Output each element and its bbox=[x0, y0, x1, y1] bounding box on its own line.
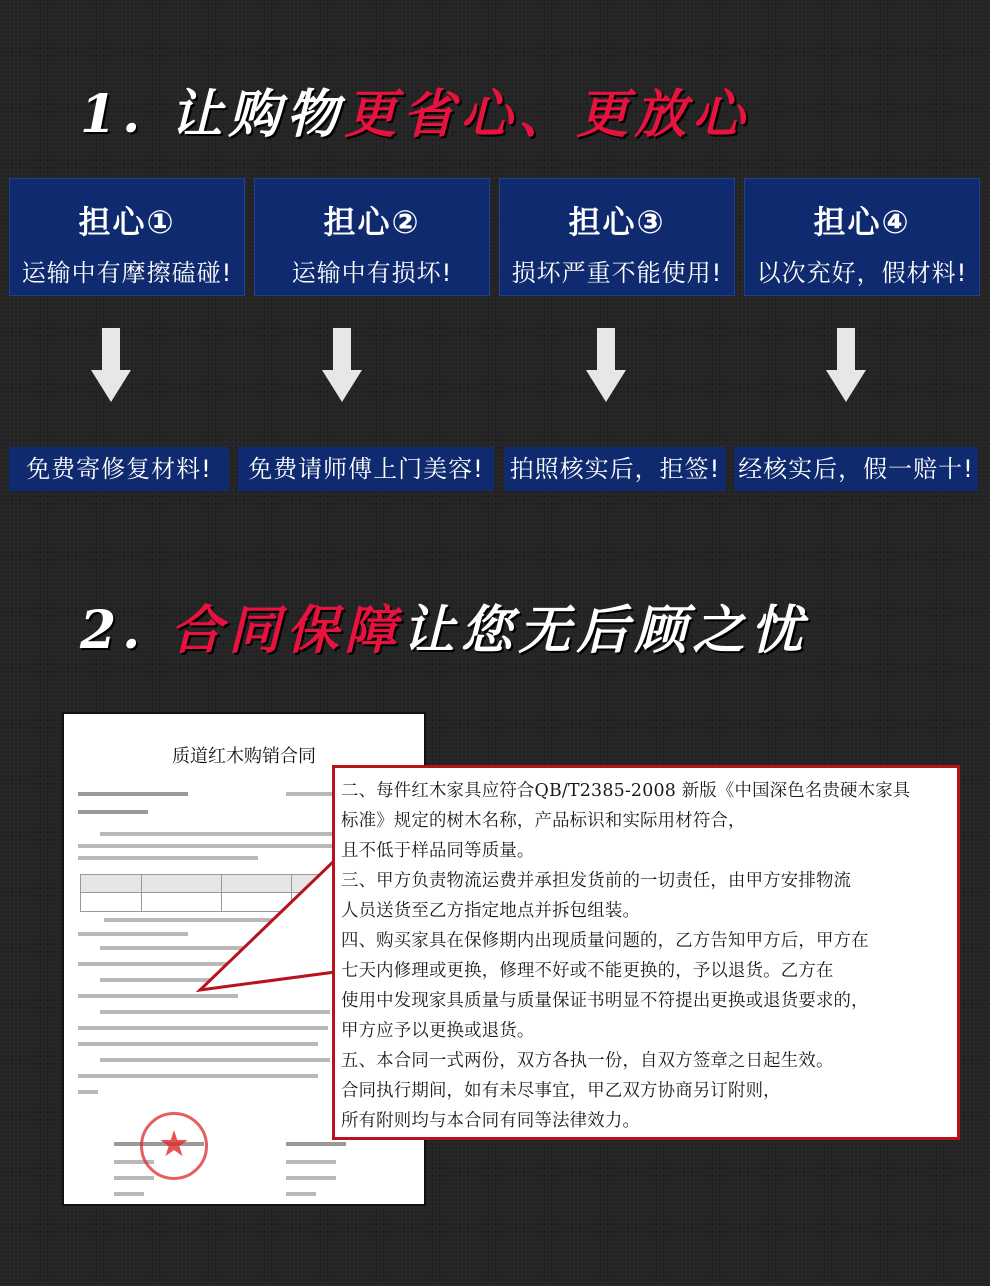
concern-text: 以次充好，假材料! bbox=[756, 259, 968, 287]
section2-number: 2. bbox=[80, 600, 147, 661]
section1-red-text: 更省心、更放心 bbox=[344, 84, 751, 145]
callout-line: 二、每件红木家具应符合QB/T2385-2008 新版《中国深色名贵硬木家具 bbox=[341, 781, 911, 801]
concern-title: 担心④ bbox=[813, 203, 911, 241]
concern-title: 担心③ bbox=[568, 203, 666, 241]
callout-line: 使用中发现家具质量与质量保证书明显不符提出更换或退货要求的， bbox=[341, 991, 869, 1011]
callout-pointer bbox=[190, 860, 340, 1000]
solution-bar-2: 免费请师傅上门美容! bbox=[238, 447, 494, 491]
down-arrow-icon bbox=[322, 328, 362, 404]
concern-text: 运输中有损坏! bbox=[291, 259, 453, 287]
callout-line: 七天内修理或更换，修理不好或不能更换的，予以退货。乙方在 bbox=[341, 961, 834, 981]
callout-line: 且不低于样品同等质量。 bbox=[341, 841, 535, 861]
callout-line: 五、本合同一式两份，双方各执一份，自双方签章之日起生效。 bbox=[341, 1051, 834, 1071]
concern-box-1 bbox=[9, 178, 245, 296]
red-seal-stamp: ★ bbox=[140, 1112, 208, 1180]
solution-bar-3: 拍照核实后，拒签! bbox=[504, 447, 726, 491]
section2-white-text: 让您无后顾之忧 bbox=[402, 600, 809, 661]
callout-line: 所有附则均与本合同有同等法律效力。 bbox=[341, 1111, 641, 1131]
concern-text: 损坏严重不能使用! bbox=[511, 259, 723, 287]
callout-line: 甲方应予以更换或退货。 bbox=[341, 1021, 535, 1041]
concern-text: 运输中有摩擦磕碰! bbox=[21, 259, 233, 287]
down-arrow-icon bbox=[91, 328, 131, 404]
section2-red-text: 合同保障 bbox=[170, 600, 403, 661]
concern-box-3 bbox=[499, 178, 735, 296]
callout-line: 人员送货至乙方指定地点并拆包组装。 bbox=[341, 901, 641, 921]
callout-line: 标准》规定的树木名称，产品标识和实际用材符合， bbox=[341, 811, 746, 831]
contract-excerpt-callout bbox=[332, 765, 960, 1140]
solution-bar-1: 免费寄修复材料! bbox=[9, 447, 229, 491]
down-arrow-icon bbox=[826, 328, 866, 404]
callout-line: 合同执行期间，如有未尽事宜，甲乙双方协商另订附则， bbox=[341, 1081, 781, 1101]
down-arrow-icon bbox=[586, 328, 626, 404]
section1-white-text: 让购物 bbox=[170, 84, 345, 145]
concern-box-2 bbox=[254, 178, 490, 296]
section2-heading bbox=[80, 588, 808, 663]
concern-box-4 bbox=[744, 178, 980, 296]
concern-title: 担心① bbox=[78, 203, 176, 241]
section1-heading bbox=[80, 72, 750, 147]
callout-line: 四、购买家具在保修期内出现质量问题的，乙方告知甲方后，甲方在 bbox=[341, 931, 869, 951]
callout-line: 三、甲方负责物流运费并承担发货前的一切责任，由甲方安排物流 bbox=[341, 871, 852, 891]
contract-title: 质道红木购销合同 bbox=[172, 746, 316, 767]
section1-number: 1. bbox=[80, 84, 147, 145]
solution-bar-4: 经核实后，假一赔十! bbox=[734, 447, 978, 491]
concern-title: 担心② bbox=[323, 203, 421, 241]
